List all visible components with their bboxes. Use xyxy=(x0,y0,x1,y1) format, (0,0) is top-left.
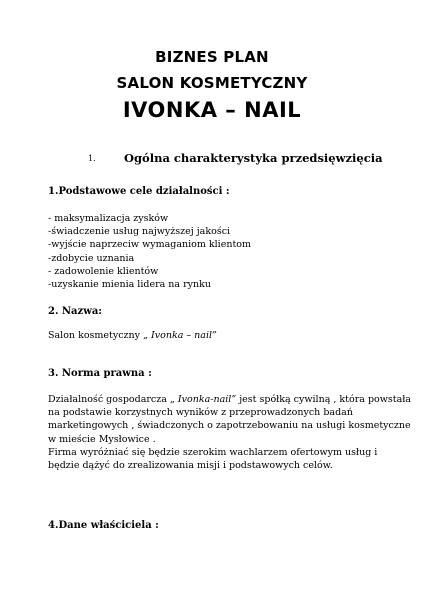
title-line-1: BIZNES PLAN xyxy=(155,48,269,66)
list-item: - zadowolenie klientów xyxy=(48,265,159,277)
legal-text-a: Działalność gospodarcza xyxy=(48,394,170,405)
main-section-number: 1. xyxy=(88,154,96,163)
list-item: - maksymalizacja zysków xyxy=(48,213,169,224)
legal-text-c: jest spółką cywilną , która powstała xyxy=(236,394,411,405)
legal-line-6: będzie dążyć do zrealizowania misji i podstawowych celów. xyxy=(48,460,333,472)
goals-list xyxy=(48,212,251,291)
goals-heading: 1.Podstawowe cele działalności : xyxy=(48,186,230,197)
name-prefix: Salon kosmetyczny xyxy=(48,330,144,341)
legal-heading: 3. Norma prawna : xyxy=(48,368,152,379)
legal-paragraph xyxy=(48,393,411,472)
title-line-3: IVONKA – NAIL xyxy=(122,98,302,122)
name-value: „ Ivonka – nail” xyxy=(143,330,217,341)
main-section-heading xyxy=(88,151,408,165)
legal-company-name: „ Ivonka-nail” xyxy=(169,394,237,405)
legal-line-2: na podstawie korzystnych wyników z przeprowadzonych badań xyxy=(48,407,353,419)
legal-line-5: Firma wyróżniać się będzie szerokim wachlarzem ofertowym usług i xyxy=(48,446,378,458)
main-section-label: Ogólna charakterystyka przedsięwzięcia xyxy=(124,151,383,165)
list-item: -zdobycie uznania xyxy=(48,252,135,264)
list-item: -uzyskanie mienia lidera na rynku xyxy=(48,279,212,291)
name-heading: 2. Nazwa: xyxy=(48,306,102,317)
title-line-2: SALON KOSMETYCZNY xyxy=(116,74,308,92)
list-item: -wyjście naprzeciw wymaganiom klientom xyxy=(48,239,252,251)
list-item: -świadczenie usług najwyższej jakości xyxy=(48,226,231,238)
legal-line-4: w mieście Mysłowice . xyxy=(48,433,156,445)
legal-line-3: marketingowych , świadczonych o zapotrzebowaniu na usługi kosmetyczne xyxy=(48,420,411,432)
owner-heading: 4.Dane właściciela : xyxy=(48,520,159,531)
name-paragraph xyxy=(48,329,217,342)
